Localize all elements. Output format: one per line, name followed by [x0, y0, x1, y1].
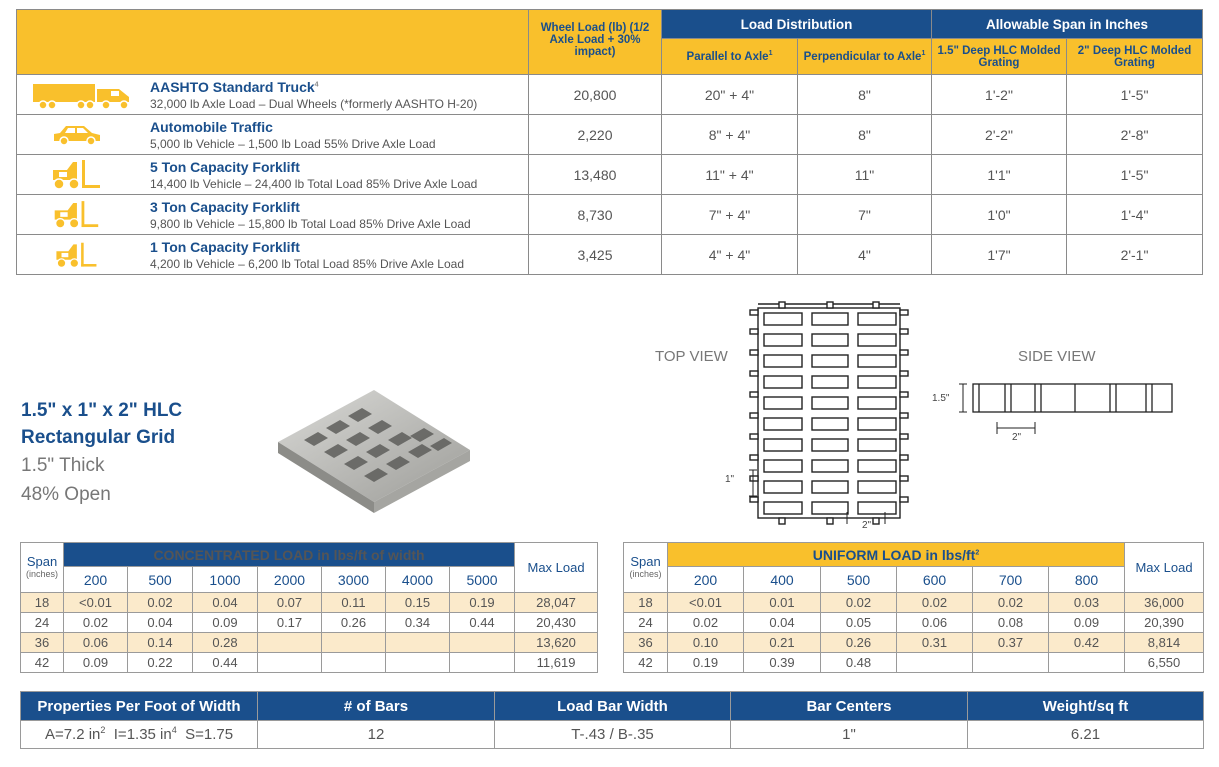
table-row — [624, 653, 1204, 673]
grating-photo — [274, 380, 474, 515]
bars-value: 12 — [258, 721, 495, 749]
value-cell — [973, 653, 1049, 673]
grid-opening — [764, 460, 802, 472]
max-load-cell: 20,430 — [515, 613, 598, 633]
value-cell: 0.15 — [386, 593, 450, 613]
vehicle-title: Automobile Traffic — [150, 119, 273, 135]
table-row — [17, 75, 1203, 115]
top-view-dim-vertical: 1" — [725, 474, 735, 485]
vehicle-title: AASHTO Standard Truck$^4$ — [150, 79, 319, 95]
grid-opening — [858, 439, 896, 451]
grid-opening — [858, 355, 896, 367]
bar-end — [827, 518, 833, 524]
product-thickness: 1.5" Thick — [21, 455, 105, 476]
span2-cell: 2'-1" — [1067, 235, 1203, 275]
car-icon — [51, 121, 103, 147]
concentrated-title: CONCENTRATED LOAD in lbs/ft of width — [64, 543, 515, 567]
bar-end — [900, 350, 908, 355]
bar-end — [779, 518, 785, 524]
properties-table — [20, 691, 1204, 749]
value-cell: 0.09 — [1049, 613, 1125, 633]
vehicle-cell — [17, 195, 529, 235]
wheel-load-cell: 20,800 — [529, 75, 662, 115]
parallel-cell: 4" + 4" — [662, 235, 798, 275]
value-cell: 0.02 — [668, 613, 744, 633]
table-row — [624, 593, 1204, 613]
table-row — [624, 613, 1204, 633]
grid-opening — [858, 481, 896, 493]
header-blank — [17, 10, 529, 75]
vehicle-title: 3 Ton Capacity Forklift — [150, 199, 300, 215]
max-load-cell: 6,550 — [1125, 653, 1204, 673]
value-cell: 0.09 — [64, 653, 128, 673]
value-cell: <0.01 — [668, 593, 744, 613]
value-cell: 0.07 — [258, 593, 322, 613]
vehicle-subtitle: 4,200 lb Vehicle – 6,200 lb Total Load 85% Drive Axle Load — [150, 257, 465, 271]
bar-end — [900, 310, 908, 315]
value-cell: 0.31 — [897, 633, 973, 653]
value-cell — [450, 653, 515, 673]
bar-width-header: Load Bar Width — [495, 692, 731, 721]
span-cell: 18 — [21, 593, 64, 613]
load-distribution-table — [16, 9, 1203, 275]
table-row — [21, 633, 598, 653]
table-row — [17, 195, 1203, 235]
side-view-dim-horizontal: 2" — [1012, 432, 1022, 443]
grid-opening — [812, 397, 848, 409]
max-load-cell: 11,619 — [515, 653, 598, 673]
vehicle-subtitle: 9,800 lb Vehicle – 15,800 lb Total Load 85% Drive Axle Load — [150, 217, 471, 231]
value-cell — [450, 633, 515, 653]
value-cell: 0.44 — [193, 653, 258, 673]
grid-opening — [764, 418, 802, 430]
parallel-cell: 20" + 4" — [662, 75, 798, 115]
perpendicular-header: Perpendicular to Axle$^1$ — [798, 39, 932, 75]
span2-cell: 1'-5" — [1067, 155, 1203, 195]
span15-cell: 1'7" — [932, 235, 1067, 275]
uniform-title: UNIFORM LOAD in lbs/$ft^2$ — [668, 543, 1125, 567]
forklift-icon — [49, 158, 103, 192]
value-cell: 0.02 — [973, 593, 1049, 613]
value-cell: 0.21 — [744, 633, 821, 653]
value-cell — [258, 653, 322, 673]
parallel-cell: 8" + 4" — [662, 115, 798, 155]
grid-opening — [812, 334, 848, 346]
span-cell: 36 — [21, 633, 64, 653]
column-header: 2000 — [258, 567, 322, 593]
grid-opening — [812, 502, 848, 514]
grid-opening — [812, 313, 848, 325]
bar-end — [900, 455, 908, 460]
bar-centers-value: 1" — [731, 721, 968, 749]
value-cell: 0.03 — [1049, 593, 1125, 613]
value-cell: 0.01 — [744, 593, 821, 613]
perpendicular-cell: 7" — [798, 195, 932, 235]
column-header: 500 — [128, 567, 193, 593]
table-row — [624, 633, 1204, 653]
span2-cell: 1'-5" — [1067, 75, 1203, 115]
grid-opening — [812, 460, 848, 472]
bar-width-value: T-.43 / B-.35 — [495, 721, 731, 749]
grid-opening — [858, 460, 896, 472]
deep15-header: 1.5" Deep HLC Molded Grating — [932, 39, 1067, 75]
value-cell: 0.19 — [668, 653, 744, 673]
value-cell: 0.28 — [193, 633, 258, 653]
span-cell: 24 — [21, 613, 64, 633]
perpendicular-cell: 4" — [798, 235, 932, 275]
span15-cell: 2'-2" — [932, 115, 1067, 155]
max-load-cell: 28,047 — [515, 593, 598, 613]
bar-end — [779, 302, 785, 308]
column-header: 1000 — [193, 567, 258, 593]
value-cell: <0.01 — [64, 593, 128, 613]
grid-opening — [858, 334, 896, 346]
grid-opening — [764, 502, 802, 514]
max-load-header: Max Load — [515, 543, 598, 593]
bar-end — [750, 310, 758, 315]
grid-opening — [812, 355, 848, 367]
span2-cell: 2'-8" — [1067, 115, 1203, 155]
value-cell: 0.34 — [386, 613, 450, 633]
top-view-drawing — [720, 300, 910, 532]
value-cell: 0.04 — [128, 613, 193, 633]
vehicle-cell — [17, 155, 529, 195]
value-cell: 0.09 — [193, 613, 258, 633]
bar-end — [873, 302, 879, 308]
grid-opening — [764, 355, 802, 367]
grid-opening — [812, 376, 848, 388]
value-cell — [386, 633, 450, 653]
grid-opening — [764, 376, 802, 388]
column-header: 200 — [668, 567, 744, 593]
vehicle-subtitle: 32,000 lb Axle Load – Dual Wheels (*formerly AASHTO H-20) — [150, 97, 478, 111]
bar-end — [750, 371, 758, 376]
grid-opening — [764, 397, 802, 409]
table-row — [21, 593, 598, 613]
vehicle-cell — [17, 115, 529, 155]
column-header: 5000 — [450, 567, 515, 593]
column-header: 500 — [821, 567, 897, 593]
bar-end — [750, 455, 758, 460]
value-cell: 0.05 — [821, 613, 897, 633]
bar-end — [750, 350, 758, 355]
bar-end — [873, 518, 879, 524]
bar-end — [750, 497, 758, 502]
table-row — [21, 613, 598, 633]
uniform-rows — [624, 593, 1204, 673]
grid-opening — [858, 376, 896, 388]
truck-icon — [31, 81, 139, 111]
column-header: 4000 — [386, 567, 450, 593]
concentrated-rows — [21, 593, 598, 673]
bar-end — [900, 476, 908, 481]
table-row — [17, 155, 1203, 195]
side-view-drawing — [950, 378, 1180, 438]
grid-opening — [858, 502, 896, 514]
table-row — [17, 115, 1203, 155]
wheel-load-header: Wheel Load (lb) (1/2 Axle Load + 30% impact) — [529, 10, 662, 75]
perpendicular-cell: 11" — [798, 155, 932, 195]
grid-opening — [858, 397, 896, 409]
column-header: 700 — [973, 567, 1049, 593]
value-cell: 0.10 — [668, 633, 744, 653]
top-view-label: TOP VIEW — [655, 348, 728, 365]
value-cell: 0.37 — [973, 633, 1049, 653]
parallel-header: Parallel to Axle$^1$ — [662, 39, 798, 75]
value-cell: 0.04 — [193, 593, 258, 613]
bar-end — [900, 434, 908, 439]
column-header: 600 — [897, 567, 973, 593]
bar-end — [900, 413, 908, 418]
table-row — [17, 235, 1203, 275]
value-cell: 0.14 — [128, 633, 193, 653]
column-header: 400 — [744, 567, 821, 593]
allowable-span-header: Allowable Span in Inches — [932, 10, 1203, 39]
span2-cell: 1'-4" — [1067, 195, 1203, 235]
product-title-line1: 1.5" x 1" x 2" HLC — [21, 400, 183, 421]
product-title-line2: Rectangular Grid — [21, 427, 176, 448]
vehicle-cell — [17, 235, 529, 275]
bar-end — [900, 497, 908, 502]
vehicle-cell — [17, 75, 529, 115]
wheel-load-cell: 3,425 — [529, 235, 662, 275]
forklift-icon — [53, 241, 99, 270]
value-cell: 0.08 — [973, 613, 1049, 633]
value-cell: 0.48 — [821, 653, 897, 673]
product-open-area: 48% Open — [21, 484, 111, 505]
value-cell: 0.17 — [258, 613, 322, 633]
wheel-load-cell: 2,220 — [529, 115, 662, 155]
wheel-load-cell: 8,730 — [529, 195, 662, 235]
vehicle-title: 1 Ton Capacity Forklift — [150, 239, 300, 255]
product-description — [21, 397, 182, 509]
value-cell: 0.26 — [322, 613, 386, 633]
wheel-load-cell: 13,480 — [529, 155, 662, 195]
grid-opening — [764, 334, 802, 346]
load-distribution-header: Load Distribution — [662, 10, 932, 39]
bar-end — [827, 302, 833, 308]
value-cell: 0.02 — [897, 593, 973, 613]
bar-centers-header: Bar Centers — [731, 692, 968, 721]
value-cell — [322, 653, 386, 673]
grid-opening — [764, 481, 802, 493]
span15-cell: 1'1" — [932, 155, 1067, 195]
span-cell: 36 — [624, 633, 668, 653]
deep2-header: 2" Deep HLC Molded Grating — [1067, 39, 1203, 75]
bar-end — [750, 476, 758, 481]
value-cell: 0.44 — [450, 613, 515, 633]
vehicle-subtitle: 5,000 lb Vehicle – 1,500 lb Load 55% Drive Axle Load — [150, 137, 436, 151]
bar-end — [750, 329, 758, 334]
value-cell: 0.42 — [1049, 633, 1125, 653]
max-load-cell: 20,390 — [1125, 613, 1204, 633]
bar-end — [750, 413, 758, 418]
value-cell — [322, 633, 386, 653]
bar-end — [750, 434, 758, 439]
value-cell — [1049, 653, 1125, 673]
max-load-cell: 13,620 — [515, 633, 598, 653]
top-view-dim-horizontal: 2" — [862, 520, 872, 531]
perpendicular-cell: 8" — [798, 75, 932, 115]
span-cell: 24 — [624, 613, 668, 633]
table-row — [21, 653, 598, 673]
column-header: 200 — [64, 567, 128, 593]
grid-opening — [858, 418, 896, 430]
weight-value: 6.21 — [968, 721, 1204, 749]
side-view-dim-vertical: 1.5" — [932, 393, 950, 404]
concentrated-load-table — [20, 542, 598, 673]
value-cell — [258, 633, 322, 653]
span-cell: 18 — [624, 593, 668, 613]
uniform-load-table — [623, 542, 1204, 673]
span-header: Span (inches) — [21, 543, 64, 593]
grid-opening — [812, 439, 848, 451]
value-cell: 0.06 — [64, 633, 128, 653]
value-cell: 0.02 — [64, 613, 128, 633]
weight-header: Weight/sq ft — [968, 692, 1204, 721]
bar-end — [900, 371, 908, 376]
value-cell: 0.22 — [128, 653, 193, 673]
grid-opening — [764, 439, 802, 451]
span15-cell: 1'-2" — [932, 75, 1067, 115]
column-header: 3000 — [322, 567, 386, 593]
bars-header: # of Bars — [258, 692, 495, 721]
value-cell: 0.26 — [821, 633, 897, 653]
value-cell: 0.11 — [322, 593, 386, 613]
value-cell — [897, 653, 973, 673]
max-load-header: Max Load — [1125, 543, 1204, 593]
grid-opening — [812, 481, 848, 493]
side-view-label: SIDE VIEW — [1018, 348, 1096, 365]
value-cell — [386, 653, 450, 673]
bar-end — [750, 392, 758, 397]
vehicle-title: 5 Ton Capacity Forklift — [150, 159, 300, 175]
perpendicular-cell: 8" — [798, 115, 932, 155]
max-load-cell: 36,000 — [1125, 593, 1204, 613]
value-cell: 0.06 — [897, 613, 973, 633]
value-cell: 0.19 — [450, 593, 515, 613]
value-cell: 0.39 — [744, 653, 821, 673]
vehicle-subtitle: 14,400 lb Vehicle – 24,400 lb Total Load 85% Drive Axle Load — [150, 177, 478, 191]
forklift-icon — [51, 199, 101, 231]
span-cell: 42 — [624, 653, 668, 673]
value-cell: 0.02 — [821, 593, 897, 613]
span-header: Span (inches) — [624, 543, 668, 593]
grid-opening — [764, 313, 802, 325]
parallel-cell: 7" + 4" — [662, 195, 798, 235]
grid-opening — [812, 418, 848, 430]
bar-end — [900, 392, 908, 397]
span15-cell: 1'0" — [932, 195, 1067, 235]
grid-opening — [858, 313, 896, 325]
value-cell: 0.04 — [744, 613, 821, 633]
properties-value: A=7.2 $in^2$ I=1.35 $in^4$ S=1.75 — [21, 721, 258, 749]
properties-header: Properties Per Foot of Width — [21, 692, 258, 721]
value-cell: 0.02 — [128, 593, 193, 613]
parallel-cell: 11" + 4" — [662, 155, 798, 195]
max-load-cell: 8,814 — [1125, 633, 1204, 653]
bar-end — [900, 329, 908, 334]
span-cell: 42 — [21, 653, 64, 673]
column-header: 800 — [1049, 567, 1125, 593]
